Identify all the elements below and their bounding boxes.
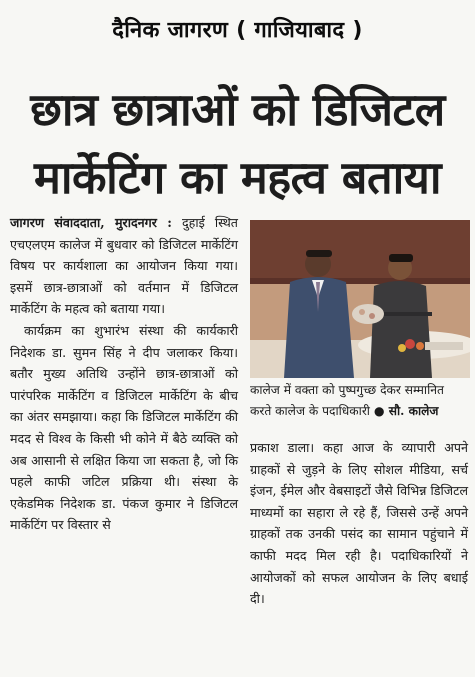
headline-line-2: मार्केटिंग का महत्व बताया (33, 151, 441, 204)
event-photo (250, 220, 470, 378)
photo-caption-text: कालेज में वक्ता को पुष्पगुच्छ देकर सम्मानित करते कालेज के पदाधिकारी (250, 383, 444, 418)
article-column-right (250, 437, 468, 610)
article-paragraph-2-continued: प्रकाश डाला। कहा आज के व्यापारी अपने ग्राहकों से जुड़ने के लिए सोशल मीडिया, सर्च इंजन, ईमेल और वेबसाइटों जैसे विभिन्न डिजिटल माध्यमों का सहारा ले रहे हैं, जिससे उन्हें अपने ग्राहकों तक उनकी पसंद का सामान पहुंचाने में काफी मदद मिल रही है। पदाधिकारियों ने आयोजकों को सफल आयोजन के लिए बधाई दी। (250, 440, 468, 607)
article-paragraph-2: कार्यक्रम का शुभारंभ संस्था की कार्यकारी निदेशक डा. सुमन सिंह ने दीप जलाकर किया। बतौर मुख्य अतिथि उन्होंने छात्र-छात्राओं को पारंपरिक मार्केटिंग व डिजिटल मार्केटिंग के बीच का अंतर समझाया। कहा कि डिजिटल मार्केटिंग की मदद से विश्व के किसी भी कोने में बैठे व्यक्ति को अब आसानी से लक्षित किया जा सकता है, जो कि पहले काफी जटिल प्रक्रिया थी। संस्था के एकेडमिक निदेशक डा. पंकज कुमार ने डिजिटल मार्केटिंग पर विस्तार से (10, 322, 238, 533)
photo-credit: ● सौ. कालेज (373, 404, 439, 418)
photo-caption (250, 380, 468, 422)
article-paragraph-1 (10, 212, 238, 320)
headline-line-1: छात्र छात्राओं को डिजिटल (30, 83, 445, 136)
photo-illustration (250, 220, 470, 378)
newspaper-source-label: दैनिक जागरण ( गाजियाबाद ) (112, 18, 363, 43)
article-column-left (10, 212, 238, 536)
dateline: जागरण संवाददाता, मुरादनगर : (10, 215, 172, 230)
paragraph-1-text: दुहाई स्थित एचएलएम कालेज में बुधवार को डिजिटल मार्केटिंग विषय पर कार्यशाला का आयोजन किया गया। इसमें छात्र-छात्राओं को वर्तमान में डिजिटल मार्केटिंग के महत्व को बताया गया। (10, 215, 238, 317)
